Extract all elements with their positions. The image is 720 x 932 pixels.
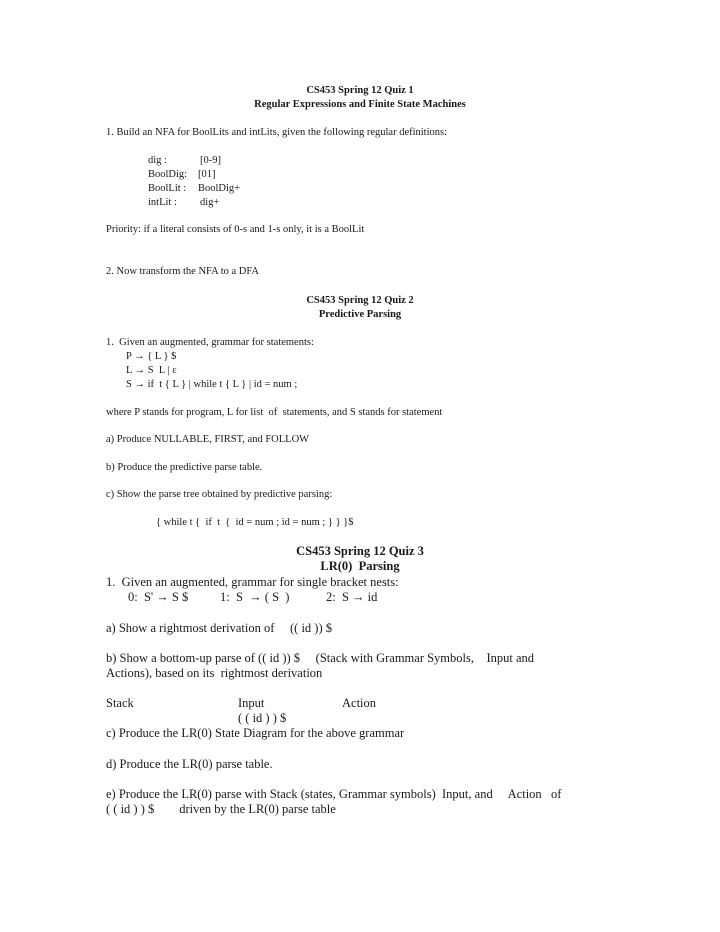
production-0: 0: S' → S $	[128, 590, 189, 604]
column-header-action: Action	[342, 696, 377, 710]
production-1: 1: S → ( S )	[220, 590, 290, 604]
def-value-boollit: BoolDig+	[198, 183, 241, 194]
quiz1-question-1: 1. Build an NFA for BoolLits and intLits, given the following regular definitions:	[106, 127, 448, 138]
def-name-booldig: BoolDig:	[148, 169, 188, 180]
def-value-dig: [0-9]	[200, 155, 221, 166]
grammar-rule-p: P → { L } $	[126, 351, 177, 362]
quiz3-title: CS453 Spring 12 Quiz 3	[296, 544, 424, 558]
quiz2-title: CS453 Spring 12 Quiz 2	[306, 295, 414, 306]
quiz3-part-b-line2: Actions), based on its rightmost derivation	[106, 666, 323, 680]
production-2: 2: S → id	[326, 590, 378, 604]
def-name-dig: dig :	[148, 155, 167, 166]
quiz1-subtitle: Regular Expressions and Finite State Machines	[254, 99, 466, 110]
quiz1-title: CS453 Spring 12 Quiz 1	[306, 85, 414, 96]
def-value-booldig: [01]	[198, 169, 216, 180]
quiz3-part-b-line1: b) Show a bottom-up parse of (( id )) $ (Stack with Grammar Symbols, Input and	[106, 651, 535, 665]
quiz3-subtitle: LR(0) Parsing	[320, 559, 400, 573]
quiz3-part-c: c) Produce the LR(0) State Diagram for the above grammar	[106, 726, 405, 740]
def-name-intlit: intLit :	[148, 197, 177, 208]
grammar-rule-l: L → S L | ε	[126, 365, 177, 376]
quiz1-priority-note: Priority: if a literal consists of 0-s and 1-s only, it is a BoolLit	[106, 224, 365, 235]
def-name-boollit: BoolLit :	[148, 183, 187, 194]
grammar-rule-s: S → if t { L } | while t { L } | id = num ;	[126, 379, 298, 390]
column-header-stack: Stack	[106, 696, 134, 710]
def-value-intlit: dig+	[200, 197, 220, 208]
quiz3-part-a: a) Show a rightmost derivation of (( id )) $	[106, 621, 332, 635]
quiz2-example-input: { while t { if t { id = num ; id = num ; } } }$	[156, 517, 354, 528]
quiz3-part-e-line2: ( ( id ) ) $ driven by the LR(0) parse table	[106, 802, 336, 816]
quiz3-part-e-line1: e) Produce the LR(0) parse with Stack (states, Grammar symbols) Input, and Action of	[106, 787, 562, 801]
quiz2-where-note: where P stands for program, L for list of statements, and S stands for statement	[106, 407, 443, 418]
quiz2-part-b: b) Produce the predictive parse table.	[106, 462, 263, 473]
quiz2-question-1: 1. Given an augmented, grammar for statements:	[106, 337, 314, 348]
quiz2-part-a: a) Produce NULLABLE, FIRST, and FOLLOW	[106, 434, 310, 445]
quiz2-part-c: c) Show the parse tree obtained by predictive parsing:	[106, 489, 333, 500]
quiz3-part-d: d) Produce the LR(0) parse table.	[106, 757, 273, 771]
input-value: ( ( id ) ) $	[238, 711, 287, 725]
quiz3-question-1: 1. Given an augmented, grammar for single bracket nests:	[106, 575, 399, 589]
quiz2-subtitle: Predictive Parsing	[318, 309, 402, 320]
quiz1-question-2: 2. Now transform the NFA to a DFA	[106, 266, 260, 277]
column-header-input: Input	[238, 696, 265, 710]
